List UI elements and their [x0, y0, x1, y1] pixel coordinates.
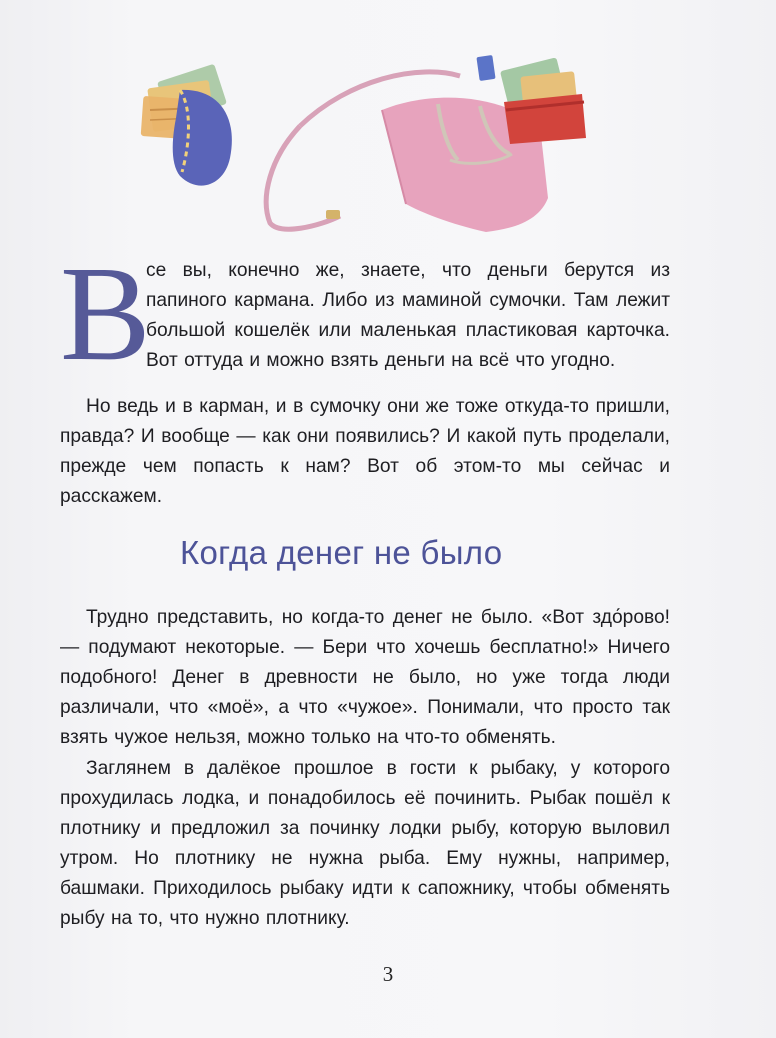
pocket-with-banknotes-icon [141, 64, 232, 186]
pink-handbag-icon [266, 72, 548, 232]
intro-paragraph-2: Но ведь и в карман, и в сумочку они же тоже откуда-то пришли, правда? И вообще — как они появились? И какой путь проделали, прежде чем попасть к нам? Вот об этом-то мы сейчас и расскажем. [60, 396, 670, 507]
page-number: 3 [382, 962, 394, 986]
intro-text: се вы, конечно же, знаете, что деньги берутся из папиного кармана. Либо из маминой сумочки. Там лежит большой кошелёк или маленькая пластиковая карточка. Вот оттуда и можно взять деньги на всё что угодно. [146, 260, 670, 371]
illustration [120, 48, 600, 248]
dropcap-letter: В [60, 239, 151, 389]
chapter-paragraph-2: Заглянем в далёкое прошлое в гости к рыбаку, у которого прохудилась лодка, и понадобилось её починить. Рыбак пошёл к плотнику и предложил за починку лодки рыбу, которую выловил утром. Но плотнику не нужна рыба. Ему нужны, например, башмаки. Приходилось рыбаку идти к сапожнику, чтобы обменять рыбу на то, что нужно плотнику. [60, 758, 670, 929]
dropcap-box [60, 239, 151, 389]
chapter-paragraph-1: Трудно представить, но когда-то денег не было. «Вот здо́рово! — подумают некоторые. — Бери что хочешь бесплатно!» Ничего подобного! Денег в древности не было, но уже тогда люди различали, что «моё», а что «чужое». Понимали, что просто так взять чужое нельзя, можно только на что-то обменять. [60, 607, 670, 748]
chapter-title: Когда денег не было [180, 534, 503, 571]
intro-paragraph [60, 239, 670, 389]
